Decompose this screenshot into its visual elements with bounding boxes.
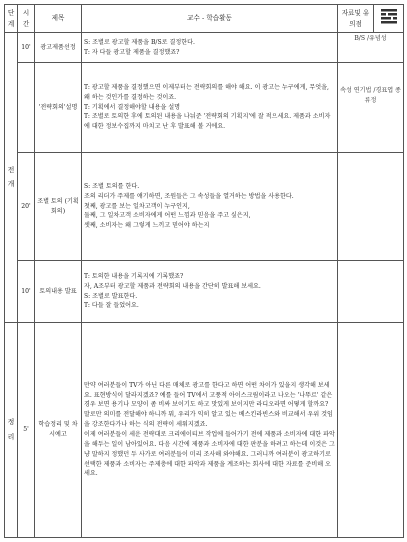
time-cell: 10' bbox=[18, 261, 35, 323]
header-materials: 자료및 유의점 bbox=[338, 5, 374, 33]
header-activity: 교수 - 학습활동 bbox=[82, 5, 338, 33]
topic-cell: '전략회의'설명 bbox=[35, 63, 82, 153]
activity-cell bbox=[82, 261, 338, 323]
stacked-bars-logo-icon bbox=[379, 8, 399, 26]
activity-cell bbox=[82, 153, 338, 261]
material-cell bbox=[338, 261, 404, 323]
activity-line: 자, A조부터 광고할 제품과 전략회의 내용을 간단히 발표해 보세요. bbox=[84, 282, 261, 290]
activity-line: T: 다들 잘 들었어요. bbox=[84, 302, 139, 310]
table-row bbox=[5, 33, 404, 63]
header-topic: 제목 bbox=[35, 5, 82, 33]
topic-cell: 조별 토의 (기획 회의) bbox=[35, 153, 82, 261]
table-row bbox=[5, 323, 404, 538]
activity-line: 둘째, 그 일차고객 소비자에게 어떤 느낌과 믿음을 주고 싶은지, bbox=[84, 212, 251, 220]
activity-line: T: 기획에서 결정해야할 내용을 설명 bbox=[84, 103, 181, 111]
activity-line: T: 광고할 제품을 결정했으면 이제부터는 전략회의를 해야 해요. 이 광고는 누구에게, 무엇을, 왜 하는 것인가를 결정하는 것이죠. bbox=[84, 83, 329, 101]
topic-cell: 학습정리 및 차시예고 bbox=[35, 323, 82, 538]
activity-line: 첫째, 광고를 보는 일차고객이 누구인지, bbox=[84, 202, 190, 210]
activity-line: S: 조별로 발표한다. bbox=[84, 292, 138, 300]
header-time: 시간 bbox=[18, 5, 35, 33]
stage-char: 개 bbox=[7, 180, 15, 188]
stage-char: 리 bbox=[7, 432, 15, 441]
activity-cell bbox=[82, 33, 338, 63]
header-stage: 단계 bbox=[5, 5, 18, 33]
time-cell: 20' bbox=[18, 153, 35, 261]
activity-line: 셋째, 소비자는 왜 그렇게 느끼고 믿어야 하는지 bbox=[84, 222, 210, 230]
material-text: 속성 연기법 /경표엽 종류정 bbox=[340, 87, 401, 104]
stage-char: 정 bbox=[7, 418, 15, 427]
material-cell bbox=[338, 323, 404, 538]
activity-line: T: 자 다들 광고할 제품을 결정했죠? bbox=[84, 48, 180, 56]
activity-line: T: 조별로 토의한 후에 토의된 내용을 나눠준 '전략회의 기획지'에 잘 적으세요. 제품과 소비자에 대한 정보수집까지 마치고 난 후 발표해 볼 거에요. bbox=[84, 113, 331, 131]
stage-development bbox=[5, 33, 18, 323]
activity-line: S: 조별로 광고할 제품을 B/S로 결정한다. bbox=[84, 38, 195, 46]
header-row bbox=[5, 5, 404, 33]
material-cell bbox=[338, 153, 404, 261]
time-cell bbox=[18, 63, 35, 153]
time-cell: 5' bbox=[18, 323, 35, 538]
material-cell bbox=[338, 63, 404, 153]
table-row bbox=[5, 153, 404, 261]
activity-cell bbox=[82, 63, 338, 153]
activity-cell bbox=[82, 323, 338, 538]
stage-wrapup bbox=[5, 323, 18, 538]
topic-cell: 광고제품선정 bbox=[35, 33, 82, 63]
time-cell: 10' bbox=[18, 33, 35, 63]
header-logo bbox=[374, 5, 404, 33]
activity-line: 조의 리더가 주제를 얘기하면, 조원들은 그 속성들을 열거하는 방법을 사용한다. bbox=[84, 192, 294, 200]
table-row bbox=[5, 261, 404, 323]
activity-line: T: 토의한 내용을 기록지에 기록했죠? bbox=[84, 272, 184, 280]
activity-line: S: 조별 토의를 한다. bbox=[84, 182, 140, 190]
stage-char: 전 bbox=[7, 165, 15, 174]
lesson-plan-table bbox=[4, 4, 404, 538]
topic-cell: 토의내용 발표 bbox=[35, 261, 82, 323]
material-cell: B/S /유념성 bbox=[338, 33, 404, 63]
activity-line: 만약 여러분들이 TV가 아닌 다른 매체로 광고를 한다고 하면 어떤 차이가 있을지 생각해 보세요. 표현방식이 달라지겠죠? 예를 들어 TV에서 고풍적 아이스크림이라고 나오는 '나뚜르' 같은 경우 보면 용기나 모양이 좀 비싸 보이기도 하고 맛있게 보이지만 라디오라면 어떻게 할까요? 말로만 의미를 전달해야 하니까 뭐, 우리가 익히 알고 있는 베스킨라빈스와 비교해서 우위 것임을 강조한다가나 하는 식의 전략이 세워지겠죠. bbox=[84, 381, 333, 429]
table-row bbox=[5, 63, 404, 153]
activity-line: 이제 여러분들이 세운 전략대로 크리에이티브 작업에 들어가기 전에 제품과 소비자에 대한 파악을 해두는 일이 남아있어요. 다음 시간에 제품과 소비자에 대한 판분을 하려고 하는데 이것은 그냥 말하지 정했던 두 사가로 여러분들이 미리 조사해 와야해요. 그러니까 여러분이 광고하기로 선택한 제품과 소비자는 주제충에 대한 파악과 제품을 계조하는 회사에 대한 자료를 준비해 오세요. bbox=[84, 431, 335, 478]
